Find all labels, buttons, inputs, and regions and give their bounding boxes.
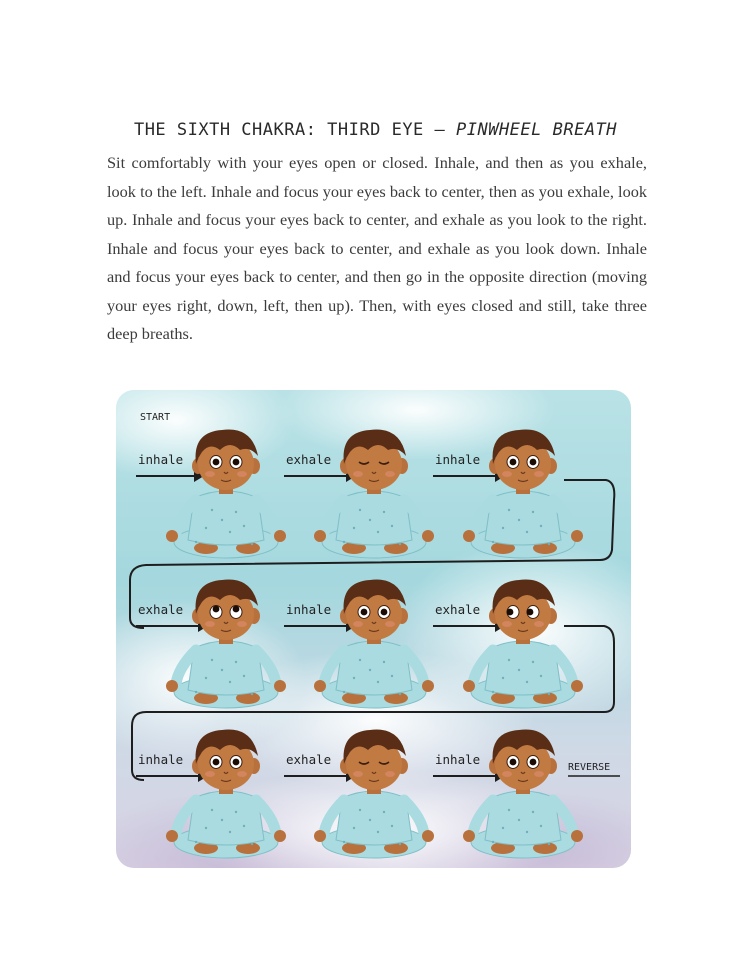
step-label: inhale (138, 452, 184, 467)
title-emphasis: PINWHEEL BREATH (456, 120, 618, 140)
eye-pupil (530, 459, 537, 466)
eye-pupil (233, 606, 240, 613)
eye-pupil (510, 759, 517, 766)
eye-pupil (527, 609, 534, 616)
step-label: exhale (286, 452, 332, 467)
eye-pupil (213, 759, 220, 766)
breathing-diagram (116, 390, 631, 868)
eye-pupil (233, 759, 240, 766)
step-label: inhale (286, 602, 332, 617)
eye-pupil (510, 459, 517, 466)
reverse-label: REVERSE (568, 762, 611, 773)
eye-pupil (381, 609, 388, 616)
step-label: exhale (435, 602, 481, 617)
step-label: inhale (138, 752, 184, 767)
eye-pupil (507, 609, 514, 616)
start-label: START (140, 412, 171, 423)
eye-pupil (361, 609, 368, 616)
step-label: inhale (435, 752, 481, 767)
eye-pupil (213, 606, 220, 613)
step-label: exhale (286, 752, 332, 767)
title-prefix: THE SIXTH CHAKRA: THIRD EYE — (133, 120, 456, 140)
instructions-paragraph: Sit comfortably with your eyes open or closed. Inhale, and then as you exhale, look to the left. Inhale and focus your eyes back to center, then as you exhale, look up. Inhale and focus your eyes back to center, and exhale as you look to the right. Inhale and focus your eyes back to center, and exhale as you look down. Inhale and focus your eyes back to center, and then go in the opposite direction (moving your eyes right, down, left, then up). Then, with eyes closed and still, take three deep breaths. (107, 153, 647, 343)
step-label: exhale (138, 602, 184, 617)
eye-pupil (530, 759, 537, 766)
eye-pupil (213, 459, 220, 466)
step-label: inhale (435, 452, 481, 467)
pinwheel-breath-illustration (116, 390, 631, 868)
page-title (0, 120, 751, 140)
eye-pupil (233, 459, 240, 466)
